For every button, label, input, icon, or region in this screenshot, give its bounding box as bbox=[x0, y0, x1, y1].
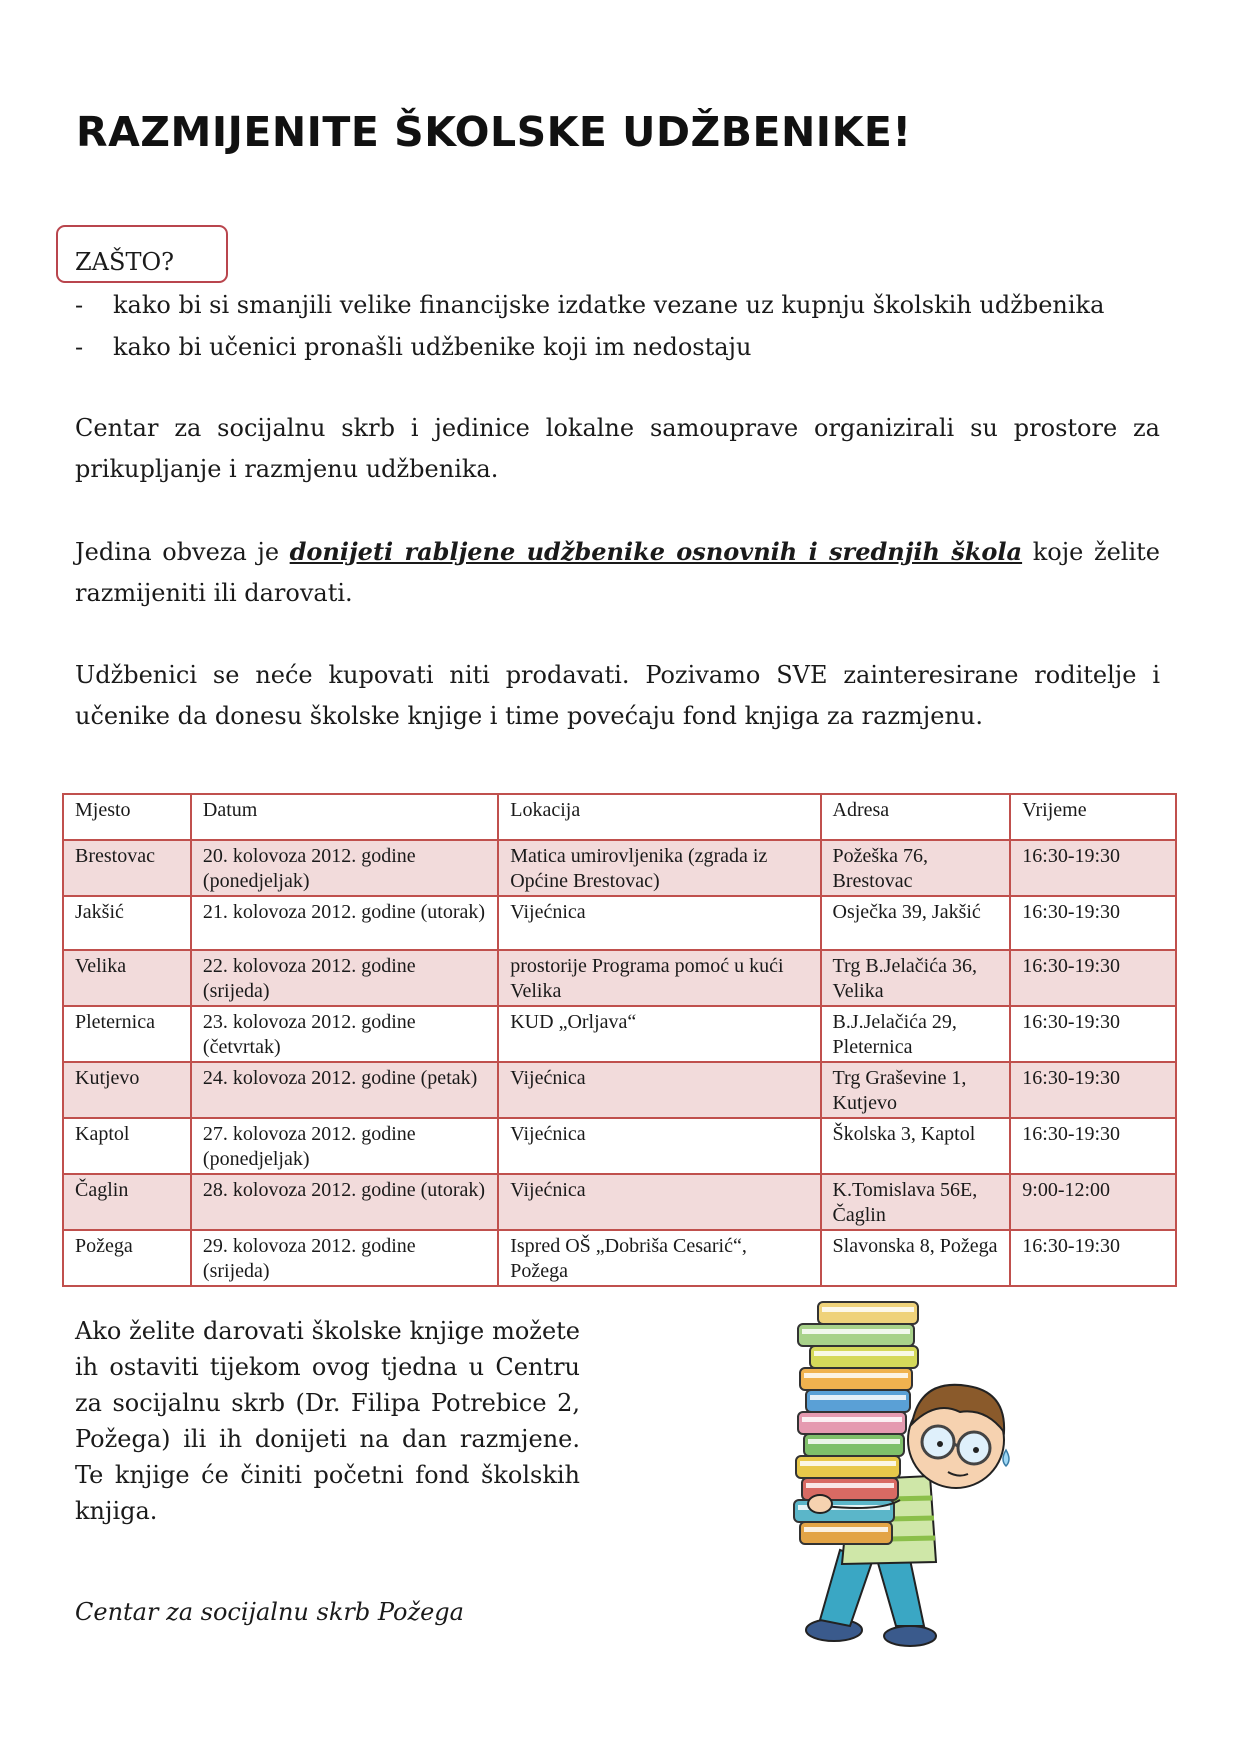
cell-datum: 28. kolovoza 2012. godine (utorak) bbox=[191, 1174, 498, 1230]
header-datum: Datum bbox=[191, 794, 498, 840]
cell-lokacija: Ispred OŠ „Dobriša Cesarić“, Požega bbox=[498, 1230, 820, 1286]
intro-paragraph: Centar za socijalnu skrb i jedinice lokalne samouprave organizirali su prostore za prikupljanje i razmjenu udžbenika. bbox=[75, 414, 1160, 483]
table-row bbox=[63, 950, 1176, 1006]
header-mjesto: Mjesto bbox=[63, 794, 191, 840]
cell-lokacija: Vijećnica bbox=[498, 1118, 820, 1174]
cell-vrijeme: 16:30-19:30 bbox=[1010, 1062, 1176, 1118]
page-title: RAZMIJENITE ŠKOLSKE UDŽBENIKE! bbox=[76, 108, 912, 156]
header-lokacija: Lokacija bbox=[498, 794, 820, 840]
donation-paragraph: Ako želite darovati školske knjige možete ih ostaviti tijekom ovog tjedna u Centru za socijalnu skrb (Dr. Filipa Potrebice 2, Požega) ili ih donijeti na dan razmjene. Te knjige će činiti početni fond školskih knjiga. bbox=[75, 1317, 580, 1525]
cell-adresa: Slavonska 8, Požega bbox=[821, 1230, 1011, 1286]
cell-lokacija: Matica umirovljenika (zgrada iz Općine Brestovac) bbox=[498, 840, 820, 896]
obligation-text-before: Jedina obveza je bbox=[75, 538, 290, 566]
cell-mjesto: Brestovac bbox=[63, 840, 191, 896]
cell-mjesto: Jakšić bbox=[63, 896, 191, 950]
cell-vrijeme: 16:30-19:30 bbox=[1010, 896, 1176, 950]
cell-vrijeme: 16:30-19:30 bbox=[1010, 1006, 1176, 1062]
cell-datum: 24. kolovoza 2012. godine (petak) bbox=[191, 1062, 498, 1118]
obligation-text-after: koje želite razmijeniti ili darovati. bbox=[75, 538, 1160, 607]
cell-lokacija: prostorije Programa pomoć u kući Velika bbox=[498, 950, 820, 1006]
cell-datum: 27. kolovoza 2012. godine (ponedjeljak) bbox=[191, 1118, 498, 1174]
signature: Centar za socijalnu skrb Požega bbox=[75, 1598, 464, 1626]
obligation-emphasis: donijeti rabljene udžbenike osnovnih i srednjih škola bbox=[289, 537, 1023, 566]
table-row bbox=[63, 1230, 1176, 1286]
reason-text: kako bi si smanjili velike financijske izdatke vezane uz kupnju školskih udžbenika bbox=[113, 291, 1105, 319]
cell-vrijeme: 9:00-12:00 bbox=[1010, 1174, 1176, 1230]
cell-mjesto: Kutjevo bbox=[63, 1062, 191, 1118]
header-vrijeme: Vrijeme bbox=[1010, 794, 1176, 840]
header-adresa: Adresa bbox=[821, 794, 1011, 840]
reason-text: kako bi učenici pronašli udžbenike koji im nedostaju bbox=[113, 333, 752, 361]
obligation-paragraph bbox=[75, 531, 1160, 614]
cell-datum: 29. kolovoza 2012. godine (srijeda) bbox=[191, 1230, 498, 1286]
cell-vrijeme: 16:30-19:30 bbox=[1010, 1230, 1176, 1286]
cell-datum: 21. kolovoza 2012. godine (utorak) bbox=[191, 896, 498, 950]
bullet-dash: - bbox=[75, 333, 84, 361]
boy-carrying-books-icon bbox=[780, 1300, 1040, 1650]
schedule-table bbox=[62, 793, 1177, 1287]
cell-vrijeme: 16:30-19:30 bbox=[1010, 950, 1176, 1006]
cell-mjesto: Pleternica bbox=[63, 1006, 191, 1062]
reasons-list bbox=[75, 284, 1165, 368]
cell-vrijeme: 16:30-19:30 bbox=[1010, 840, 1176, 896]
table-header-row bbox=[63, 794, 1176, 840]
table-row bbox=[63, 840, 1176, 896]
cell-adresa: Školska 3, Kaptol bbox=[821, 1118, 1011, 1174]
cell-datum: 20. kolovoza 2012. godine (ponedjeljak) bbox=[191, 840, 498, 896]
reason-item bbox=[75, 326, 1165, 368]
cell-adresa: K.Tomislava 56E, Čaglin bbox=[821, 1174, 1011, 1230]
table-row bbox=[63, 1006, 1176, 1062]
cell-mjesto: Čaglin bbox=[63, 1174, 191, 1230]
table-row bbox=[63, 1062, 1176, 1118]
cell-adresa: Trg Graševine 1, Kutjevo bbox=[821, 1062, 1011, 1118]
table-row bbox=[63, 896, 1176, 950]
bullet-dash: - bbox=[75, 291, 84, 319]
cell-mjesto: Požega bbox=[63, 1230, 191, 1286]
cell-adresa: B.J.Jelačića 29, Pleternica bbox=[821, 1006, 1011, 1062]
why-heading: ZAŠTO? bbox=[75, 248, 174, 276]
cell-lokacija: Vijećnica bbox=[498, 1174, 820, 1230]
cell-lokacija: Vijećnica bbox=[498, 1062, 820, 1118]
cell-datum: 23. kolovoza 2012. godine (četvrtak) bbox=[191, 1006, 498, 1062]
cell-adresa: Požeška 76, Brestovac bbox=[821, 840, 1011, 896]
cell-vrijeme: 16:30-19:30 bbox=[1010, 1118, 1176, 1174]
invitation-paragraph: Udžbenici se neće kupovati niti prodavati. Pozivamo SVE zainteresirane roditelje i učenike da donesu školske knjige i time povećaju fond knjiga za razmjenu. bbox=[75, 661, 1160, 730]
cell-adresa: Trg B.Jelačića 36, Velika bbox=[821, 950, 1011, 1006]
cell-lokacija: KUD „Orljava“ bbox=[498, 1006, 820, 1062]
cell-adresa: Osječka 39, Jakšić bbox=[821, 896, 1011, 950]
table-row bbox=[63, 1118, 1176, 1174]
cell-lokacija: Vijećnica bbox=[498, 896, 820, 950]
cell-datum: 22. kolovoza 2012. godine (srijeda) bbox=[191, 950, 498, 1006]
cell-mjesto: Kaptol bbox=[63, 1118, 191, 1174]
table-row bbox=[63, 1174, 1176, 1230]
reason-item bbox=[75, 284, 1165, 326]
cell-mjesto: Velika bbox=[63, 950, 191, 1006]
